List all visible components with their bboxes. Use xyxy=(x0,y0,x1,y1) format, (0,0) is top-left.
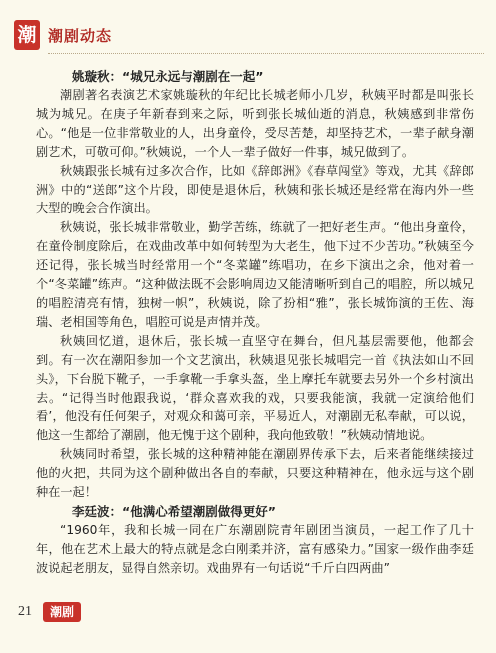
subheading-yao-xuanqiu: 姚璇秋：“城兄永远与潮剧在一起” xyxy=(72,69,264,84)
paragraph: 秋姨同时希望，张长城的这种精神能在潮剧界传承下去，后来者能继续接过他的火把，共同为这个剧种做出各自的奉献，只要这种精神在，他永远与这个剧种在一起！ xyxy=(36,447,474,500)
page-footer xyxy=(18,600,478,630)
column-logo: 潮 xyxy=(14,20,40,50)
page-number: 21 xyxy=(18,604,32,619)
magazine-logo: 潮剧 xyxy=(43,602,81,622)
paragraph: 秋姨说，张长城非常敬业，勤学苦练，练就了一把好老生声。“他出身童伶，在童伶制度除后，在戏曲改革中如何转型为大老生，他下过不少苦功。”秋姨至今还记得，张长城当时经常用一个“冬菜罐”练唱功，在乡下演出之余，他对着一个“冬菜罐”练声。“这种做法既不会影响周边又能清晰听到自己的唱腔，所以城兄的唱腔清亮有情，独树一帜”，秋姨说，除了扮相“雅”，张长城饰演的王佐、海瑞、老相国等角色，唱腔可说是声情并茂。 xyxy=(36,220,474,329)
paragraph: “1960年，我和长城一同在广东潮剧院青年剧团当演员，一起工作了几十年，他在艺术上最大的特点就是念白刚柔并济，富有感染力。”国家一级作曲李廷波说起老朋友，显得自然亲切。戏曲界有一句话说“千斤白四两曲” xyxy=(36,522,474,575)
paragraph: 潮剧著名表演艺术家姚璇秋的年纪比长城老师小几岁，秋姨平时都是叫张长城为城兄。在庚子年新春到来之际，听到张长城仙逝的消息，秋姨感到非常伤心。“他是一位非常敬业的人，出身童伶，受尽苦楚，却坚持艺术，一辈子献身潮剧艺术，可敬可仰。”秋姨说，一个人一辈子做好一件事，城兄做到了。 xyxy=(36,88,474,159)
subheading-li-tingbo: 李廷波：“他满心希望潮剧做得更好” xyxy=(72,503,276,519)
section-title: 潮剧动态 xyxy=(48,27,113,45)
paragraph: 秋姨跟张长城有过多次合作，比如《辞郎洲》《春草闯堂》等戏，尤其《辞郎洲》中的“送郎”这个片段，即使是退休后，秋姨和张长城还是经常在海内外一些大型的晚会合作演出。 xyxy=(36,163,474,216)
page-header xyxy=(14,20,484,60)
article-body xyxy=(36,67,474,578)
paragraph: 秋姨回忆道，退休后，张长城一直坚守在舞台，但凡基层需要他，他都会到。有一次在潮阳参加一个文艺演出，秋姨退见张长城唱完一首《执法如山不回头》，下台脱下靴子，一手拿靴一手拿头盔，坐上摩托车就要去另外一个乡村演出去。“记得当时他跟我说，‘群众喜欢我的戏，只要我能演，我就一定演给他们看’，他没有任何架子，对观众和蔼可亲，平易近人，对潮剧无私奉献，可以说，他这一生都给了潮剧，他无愧于这个剧种，我向他致敬！”秋姨动情地说。 xyxy=(36,333,474,443)
header-divider xyxy=(48,53,484,54)
